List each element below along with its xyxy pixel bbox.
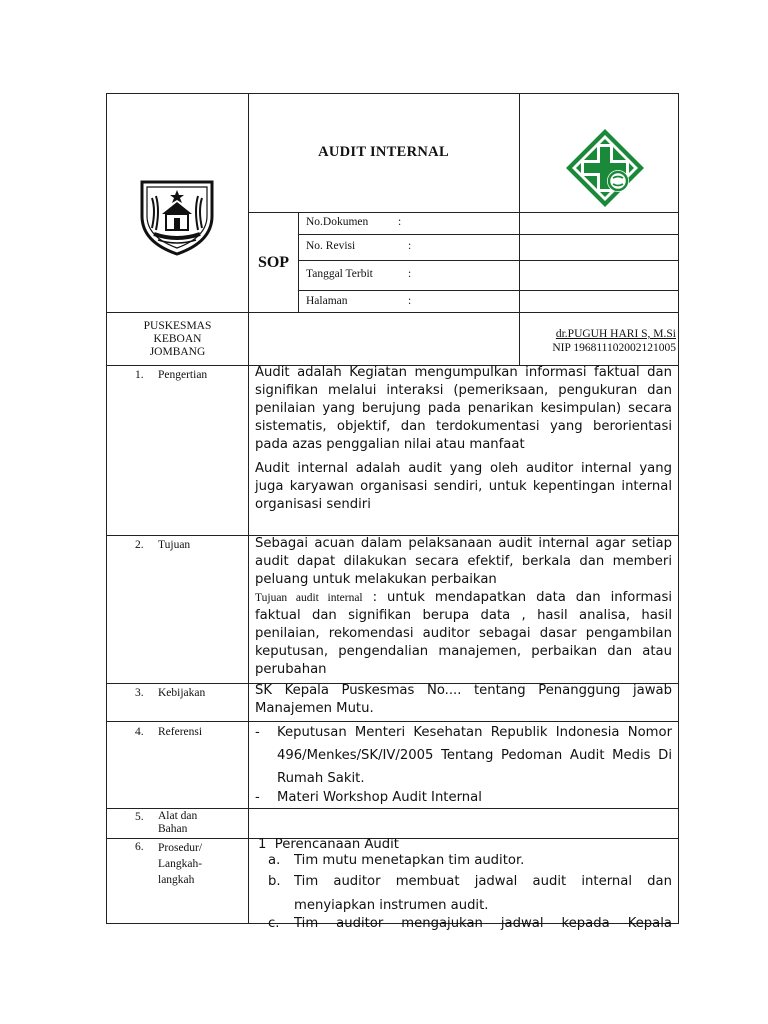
border-meta-1 bbox=[298, 234, 679, 235]
section-4-number: 4. bbox=[135, 726, 144, 738]
border-logo-col bbox=[519, 93, 520, 212]
meta-label-dokumen: No.Dokumen bbox=[306, 216, 369, 228]
border-right bbox=[678, 93, 679, 924]
bullet-dash: - bbox=[255, 790, 260, 805]
section-5-label: Alat dan Bahan bbox=[158, 810, 198, 835]
signatory-name: dr.PUGUH HARI S, M.Si bbox=[555, 328, 676, 340]
institution-line-2: KEBOAN bbox=[153, 333, 202, 345]
document-title: AUDIT INTERNAL bbox=[318, 144, 449, 160]
tujuan-lead: Tujuan audit internal bbox=[255, 592, 363, 604]
section-3-label: Kebijakan bbox=[158, 687, 206, 699]
section-2-number: 2. bbox=[135, 539, 144, 551]
meta-sep-dokumen: : bbox=[398, 216, 402, 228]
border-meta-value-col bbox=[519, 212, 520, 312]
meta-label-halaman: Halaman bbox=[306, 295, 348, 307]
meta-sep-terbit: : bbox=[408, 268, 412, 280]
section-5-number: 5. bbox=[135, 811, 144, 823]
referensi-item-1: - Keputusan Menteri Kesehatan Republik Indonesia Nomor 496/Menkes/SK/IV/2005 Tentang Pedoman Audit Medis Di Rumah Sakit. bbox=[255, 721, 672, 790]
pengertian-paragraph-2: Audit internal adalah audit yang oleh auditor internal yang juga karyawan organisasi sendiri, untuk kepentingan internal organisasi sendiri bbox=[255, 461, 672, 512]
meta-sep-revisi: : bbox=[408, 240, 412, 252]
institution-name bbox=[107, 320, 248, 359]
tujuan-paragraph-1: Sebagai acuan dalam pelaksanaan audit internal agar setiap audit dapat dilakukan secara efektif, berkala dan memberi peluang untuk melakukan perbaikan bbox=[255, 536, 672, 587]
institution-line-1: PUSKESMAS bbox=[143, 320, 212, 332]
jombang-crest-icon bbox=[136, 176, 218, 258]
prosedur-step-b: b. Tim auditor membuat jadwal audit internal dan menyiapkan instrumen audit. bbox=[268, 874, 672, 913]
section-1-number: 1. bbox=[135, 369, 144, 381]
institution-line-3: JOMBANG bbox=[149, 346, 206, 358]
puskesmas-logo bbox=[564, 127, 646, 209]
referensi-item-2: - Materi Workshop Audit Internal bbox=[255, 786, 672, 809]
prosedur-content bbox=[258, 836, 672, 931]
meta-label-terbit: Tanggal Terbit bbox=[306, 268, 373, 280]
border-header-bottom bbox=[106, 312, 679, 313]
pengertian-paragraph-1: Audit adalah Kegiatan mengumpulkan informasi faktual dan signifikan melalui interaksi (pemeriksaan, pengukuran dan penilaian yang berujung pada penarikan kesimpulan) secara sistematis, objektif, dan terdokumentasi yang berorientasi pada azas penggalian nilai atau manfaat bbox=[255, 365, 672, 452]
section-1-label: Pengertian bbox=[158, 369, 208, 381]
tujuan-paragraph-2 bbox=[255, 589, 672, 679]
border-sop-col bbox=[298, 212, 299, 312]
section-3-number: 3. bbox=[135, 687, 144, 699]
section-2-content bbox=[255, 535, 672, 679]
section-2-label: Tujuan bbox=[158, 539, 191, 551]
border-left bbox=[106, 93, 107, 924]
signatory-nip: NIP 196811102002121005 bbox=[552, 342, 676, 354]
referensi-list bbox=[255, 721, 672, 809]
section-6-label: Prosedur/ Langkah- langkah bbox=[158, 842, 203, 886]
border-meta-3 bbox=[298, 290, 679, 291]
border-meta-2 bbox=[298, 260, 679, 261]
meta-label-revisi: No. Revisi bbox=[306, 240, 356, 252]
section-4-label: Referensi bbox=[158, 726, 203, 738]
border-top bbox=[106, 93, 679, 94]
section-6-number: 6. bbox=[135, 841, 144, 853]
bullet-dash: - bbox=[255, 725, 260, 740]
border-title-bottom bbox=[248, 212, 679, 213]
meta-sep-halaman: : bbox=[408, 295, 412, 307]
prosedur-step-c: c. Tim auditor mengajukan jadwal kepada Kepala bbox=[268, 916, 672, 931]
puskesmas-cross-icon bbox=[564, 127, 646, 209]
tujuan-rest: : untuk mendapatkan data dan informasi faktual dan signifikan berupa data , hasil analisa, hasil penilaian, rekomendasi auditor sebagai dasar pengambilan keputusan, pengendalian manajemen, perbaikan dan atau perubahan bbox=[255, 590, 672, 677]
section-1-content bbox=[255, 364, 672, 514]
sop-label: SOP bbox=[257, 254, 290, 271]
kebijakan-text: SK Kepala Puskesmas No.... tentang Penanggung jawab Manajemen Mutu. bbox=[255, 683, 672, 716]
prosedur-heading: 1 Perencanaan Audit bbox=[258, 837, 399, 852]
prosedur-step-a: a. Tim mutu menetapkan tim auditor. bbox=[268, 853, 525, 868]
regional-emblem-logo bbox=[136, 176, 218, 258]
border-label-col bbox=[248, 93, 249, 924]
